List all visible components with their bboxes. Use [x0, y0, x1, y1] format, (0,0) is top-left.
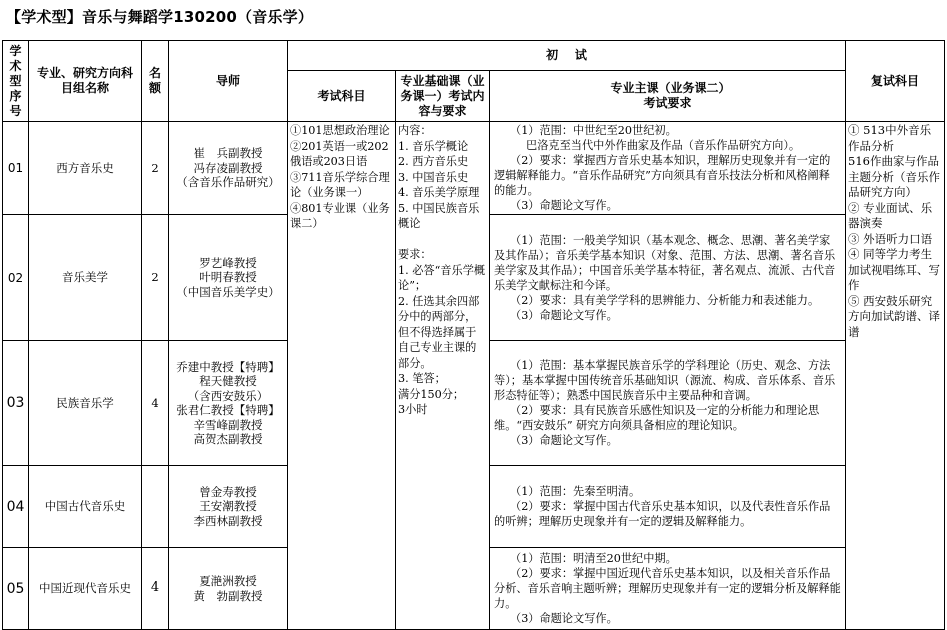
exam-subject: ①101思想政治理论	[290, 124, 390, 137]
requirement-line: （3）命题论文写作。	[510, 612, 618, 625]
basic-course-line: 3. 中国音乐史	[398, 170, 469, 184]
requirement-line: 巴洛克至当代中外作曲家及作品（音乐作品研究方向）。	[526, 139, 801, 152]
mentor-note: （含西安鼓乐）	[187, 388, 269, 403]
basic-course-cell	[396, 122, 490, 630]
mentor-name: 罗艺峰教授	[199, 255, 257, 270]
mentor-note: （含音乐作品研究）	[176, 175, 280, 190]
row-mentors	[169, 341, 288, 466]
header-seq: 学术型序号	[3, 41, 29, 122]
basic-course-line: 5. 中国民族音乐概论	[398, 201, 480, 230]
exam-subject: ④801专业课（业务课二）	[290, 201, 390, 230]
row-seq: 03	[3, 341, 29, 466]
header-initial: 初 试	[288, 41, 846, 71]
row-direction: 中国近现代音乐史	[29, 548, 142, 630]
basic-course-line: 要求：	[398, 248, 432, 261]
mentor-name: 高贺杰副教授	[193, 432, 263, 446]
mentor-name: 夏滟洲教授	[199, 574, 257, 588]
basic-course-line: 3小时	[398, 403, 428, 416]
row-quota: 2	[142, 215, 169, 341]
header-retest: 复试科目	[846, 41, 945, 122]
row-mentors	[169, 548, 288, 630]
requirement-line: （3）命题论文写作。	[510, 308, 618, 322]
row-quota: 2	[142, 122, 169, 215]
retest-item: ① 513中外音乐作品分析	[848, 123, 932, 153]
basic-course-line: 1. 音乐学概论	[398, 139, 469, 153]
retest-item: ⑤ 西安鼓乐研究方向加试韵谱、译谱	[848, 293, 940, 339]
requirement-line: （1）范围：基本掌握民族音乐学的学科理论（历史、观念、方法等）；基本掌握中国传统音乐基础知识（源流、构成、音乐体系、音乐形态特征等）；熟悉中国民族音乐中主要品种和音调。	[494, 359, 836, 402]
mentor-name: 辛雪峰副教授	[193, 417, 263, 432]
mentor-name: 乔建中教授【特聘】	[176, 359, 280, 374]
requirement-line: （1）范围：先秦至明清。	[510, 485, 641, 498]
requirement-line: （3）命题论文写作。	[510, 434, 618, 447]
basic-course-line: 内容：	[398, 124, 432, 137]
basic-course-line: 2. 西方音乐史	[398, 155, 469, 168]
row-requirements	[490, 215, 846, 341]
header-mentor: 导师	[169, 41, 288, 122]
header-basic-course: 专业基础课（业务课一）考试内容与要求	[396, 71, 490, 122]
retest-item: ② 专业面试、乐器演奏	[848, 200, 933, 230]
retest-cell	[846, 122, 945, 630]
row-mentors	[169, 215, 288, 341]
basic-course-line: 4. 音乐美学原理	[398, 186, 480, 199]
row-direction: 中国古代音乐史	[29, 466, 142, 548]
row-quota: 4	[142, 548, 169, 630]
row-seq: 02	[3, 215, 29, 341]
page-heading: 【学术型】音乐与舞蹈学130200（音乐学）	[6, 8, 314, 26]
row-direction: 民族音乐学	[29, 341, 142, 466]
requirement-line: （2）要求：掌握中国近现代音乐史基本知识，以及相关音乐作品分析、音乐音响主题听辨；理解历史现象并有一定的逻辑分析及解释能力。	[494, 567, 841, 610]
basic-course-spacer	[398, 232, 487, 248]
row-seq: 01	[3, 122, 29, 215]
requirement-line: （2）要求：具有美学学科的思辨能力、分析能力和表述能力。	[510, 293, 820, 307]
basic-course-line: 2. 任选其余四部分中的两部分，但不得选择属于自己专业主课的部分。	[398, 294, 480, 370]
row-direction: 西方音乐史	[29, 122, 142, 215]
header-quota: 名额	[142, 41, 169, 122]
requirement-line: （2）要求：掌握西方音乐史基本知识，理解历史现象并有一定的逻辑解释能力。“音乐作品研究”方向须具有音乐技法分析和风格阐释的能力。	[494, 154, 831, 197]
mentor-name: 李西林副教授	[193, 513, 263, 528]
row-requirements	[490, 466, 846, 548]
basic-course-line: 3. 笔答；	[398, 372, 446, 385]
exam-subject: ②201英语一或202俄语或203日语	[290, 139, 389, 168]
row-seq: 05	[3, 548, 29, 630]
mentor-name: 黄 勃副教授	[193, 588, 263, 603]
row-requirements	[490, 341, 846, 466]
row-requirements	[490, 122, 846, 215]
basic-course-line: 1. 必答“音乐学概论”；	[398, 263, 486, 292]
table-row	[3, 122, 945, 215]
requirement-line: （3）命题论文写作。	[510, 199, 618, 212]
row-mentors	[169, 466, 288, 548]
mentor-name: 崔 兵副教授	[193, 146, 263, 161]
row-requirements	[490, 548, 846, 630]
retest-item: ④ 同等学力考生加试视唱练耳、写作	[848, 247, 940, 292]
requirement-line: （2）要求：掌握中国古代音乐史基本知识，以及代表性音乐作品的听辨；理解历史现象并有一定的逻辑及解释能力。	[494, 500, 831, 528]
requirement-line: （1）范围：明清至20世纪中期。	[510, 552, 677, 565]
mentor-name: 曾金寿教授	[199, 484, 257, 499]
row-seq: 04	[3, 466, 29, 548]
header-exam-subjects: 考试科目	[288, 71, 396, 122]
retest-item: ③ 外语听力口语	[848, 231, 933, 246]
header-main-course: 专业主课（业务课二）考试要求	[490, 71, 846, 122]
requirement-line: （1）范围：一般美学知识（基本观念、概念、思潮、著名美学家及其作品）；音乐美学基本知识（对象、范围、方法、思潮、著名音乐美学家及其作品）；中国音乐美学基本特征，著名观点、流派、古代音乐美学文献标注和今译。	[494, 233, 836, 292]
header-direction: 专业、研究方向科目组名称	[29, 41, 142, 122]
mentor-name: 程天健教授	[199, 374, 257, 388]
mentor-name: 王安潮教授	[199, 499, 257, 514]
requirement-line: （2）要求：具有民族音乐感性知识及一定的分析能力和理论思维。“西安鼓乐” 研究方向须具备相应的理论知识。	[494, 404, 820, 432]
row-quota: 4	[142, 341, 169, 466]
mentor-name: 张君仁教授【特聘】	[176, 403, 280, 417]
basic-course-line: 满分150分；	[398, 387, 465, 401]
requirement-line: （1）范围：中世纪至20世纪初。	[510, 124, 677, 137]
exam-subjects-cell	[288, 122, 396, 630]
row-mentors	[169, 122, 288, 215]
retest-item: 516作曲家与作品主题分析（音乐作品研究方向）	[848, 154, 940, 199]
row-direction: 音乐美学	[29, 215, 142, 341]
exam-subject: ③711音乐学综合理论（业务课一）	[290, 170, 390, 199]
admissions-table	[2, 40, 945, 630]
mentor-note: （中国音乐美学史）	[176, 284, 280, 299]
row-quota	[142, 466, 169, 548]
mentor-name: 冯存凌副教授	[193, 160, 263, 175]
mentor-name: 叶明春教授	[199, 270, 257, 285]
